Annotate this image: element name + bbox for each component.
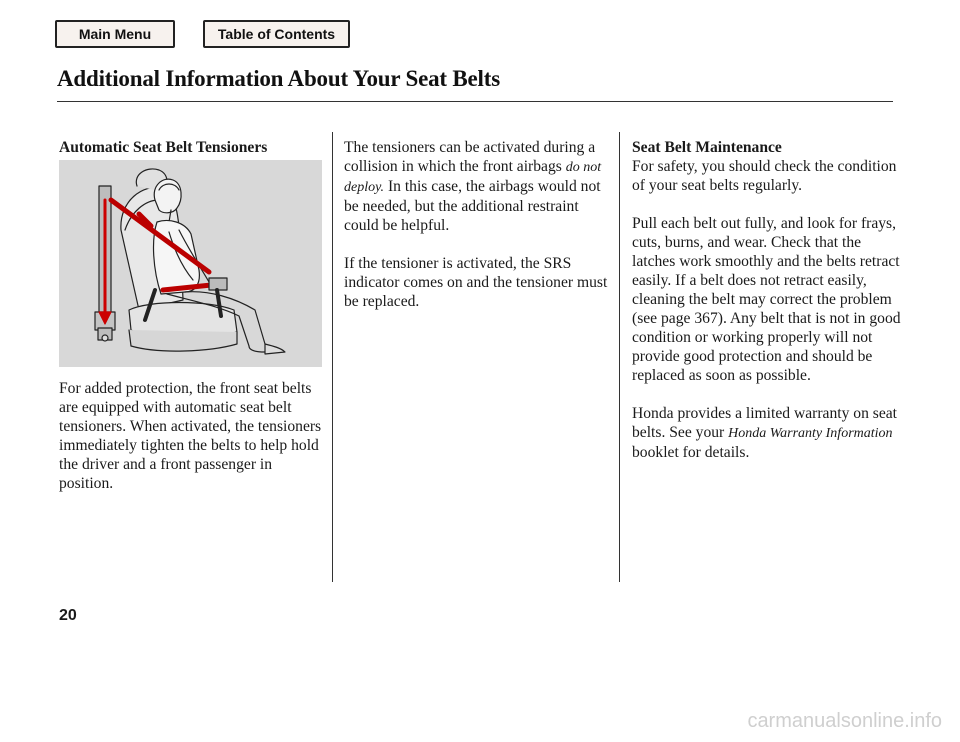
activation-text-2: In this case, the airbags would not be needed, but the additional restraint could be helpful. (344, 178, 601, 234)
column-divider-1 (332, 132, 333, 582)
tensioners-heading: Automatic Seat Belt Tensioners (59, 139, 268, 156)
left-column (59, 138, 327, 157)
watermark: carmanualsonline.info (747, 710, 942, 732)
page-number: 20 (59, 607, 77, 624)
seat-belt-illustration (59, 160, 322, 367)
inspection-text: Pull each belt out fully, and look for frays, cuts, burns, and wear. Check that the latches work smoothly and the belts retract easily. If a belt does not retract easily, cleaning the belt may correct the problem (see page (632, 215, 900, 327)
warranty-text-1: Honda provides a limited warranty on seat belts. See your (632, 405, 898, 441)
maintenance-paragraph-1: For safety, you should check the condition of your seat belts regularly. (632, 158, 897, 194)
seat-belt-illustration-icon (59, 160, 322, 367)
column-divider-2 (619, 132, 620, 582)
page-title: Additional Information About Your Seat Belts (57, 66, 500, 91)
do-not-deploy-emphasis: do not deploy. (344, 160, 602, 195)
srs-indicator-paragraph: If the tensioner is activated, the SRS indicator comes on and the tensioner must be replaced. (344, 255, 608, 310)
maintenance-paragraph-2 (632, 214, 902, 385)
inspection-text-end: ). Any belt that is not in good condition or working properly will not provide good protection and should be replaced as soon as possible. (632, 310, 901, 384)
right-column (632, 138, 902, 462)
tensioners-paragraph: For added protection, the front seat belts are equipped with automatic seat belt tensioners. When activated, the tensioners immediately tighten the belts to help hold the driver and a front passenger in position. (59, 380, 322, 492)
warranty-paragraph (632, 404, 902, 462)
page-367-link[interactable]: 367 (694, 310, 718, 327)
warranty-booklet-emphasis: Honda Warranty Information (728, 426, 893, 441)
title-divider (57, 101, 893, 102)
left-column-text (59, 379, 327, 493)
table-of-contents-button[interactable]: Table of Contents (203, 20, 350, 48)
warranty-text-2: booklet for details. (632, 444, 750, 461)
main-menu-button[interactable]: Main Menu (55, 20, 175, 48)
activation-text-1: The tensioners can be activated during a collision in which the front airbags (344, 139, 596, 175)
middle-column (344, 138, 612, 311)
maintenance-heading: Seat Belt Maintenance (632, 139, 782, 156)
activation-paragraph (344, 138, 612, 235)
